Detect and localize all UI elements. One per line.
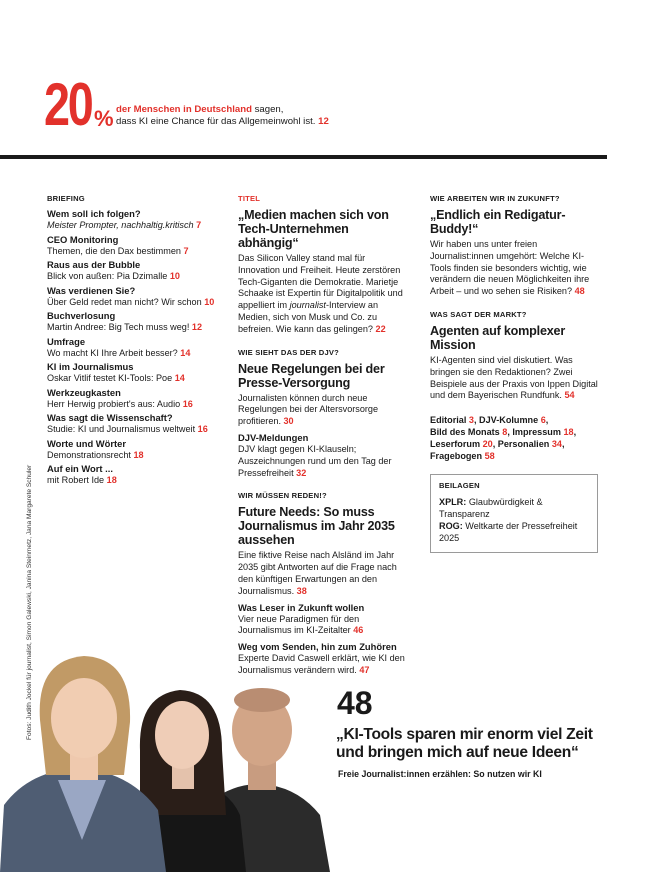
- rubrik-page[interactable]: 3: [468, 415, 474, 426]
- teaser-quote[interactable]: „KI-Tools sparen mir enorm viel Zeit und bringen mich auf neue Ideen“: [336, 726, 593, 761]
- briefing-item[interactable]: [47, 463, 217, 487]
- briefing-item-title: CEO Monitoring: [47, 233, 119, 245]
- briefing-item[interactable]: [47, 234, 217, 258]
- briefing-heading: BRIEFING: [47, 194, 85, 203]
- briefing-item-title: Auf ein Wort ...: [47, 463, 113, 474]
- briefing-column: [47, 194, 217, 489]
- briefing-item-page[interactable]: 10: [204, 296, 215, 307]
- markt-heading: WAS SAGT DER MARKT?: [430, 309, 527, 319]
- briefing-item-title: Buchverlosung: [47, 310, 116, 321]
- rubrik-page[interactable]: 6: [540, 415, 546, 426]
- markt-body: KI-Agenten sind viel diskutiert. Was bringen sie den Redaktionen? Zwei Beispiele aus der Praxis von Ippen Digital und dem Bayerischen Rundfunk. 54: [430, 354, 598, 401]
- rubrik-page[interactable]: 8: [502, 427, 508, 438]
- titel-page[interactable]: 22: [375, 323, 386, 334]
- briefing-item-title: Umfrage: [47, 335, 86, 347]
- briefing-item-sub-text: Themen, die den Dax bestimmen: [47, 245, 181, 256]
- briefing-item-page[interactable]: 12: [191, 322, 203, 332]
- briefing-item-sub-text: mit Robert Ide: [47, 475, 105, 485]
- beilage-item[interactable]: [439, 520, 589, 544]
- zukunft-heading: WIE ARBEITEN WIR IN ZUKUNFT?: [430, 194, 560, 203]
- rubrik-label[interactable]: Fragebogen: [430, 451, 483, 462]
- briefing-item[interactable]: [47, 208, 217, 232]
- rubrik-label[interactable]: Editorial: [430, 415, 467, 426]
- rubrik-page[interactable]: 18: [563, 427, 574, 438]
- briefing-item-title: Worte und Wörter: [47, 437, 126, 449]
- rubrik-label[interactable]: Impressum: [512, 427, 561, 438]
- zukunft-column: [430, 194, 600, 553]
- reden-item-title[interactable]: Weg vom Senden, hin zum Zuhören: [238, 641, 397, 653]
- zukunft-headline[interactable]: „Endlich ein Redigatur-Buddy!“: [430, 208, 566, 236]
- reden-body: Eine fiktive Reise nach Alsländ im Jahr 2035 gibt Antworten auf die Frage nach den künftigen Erwartungen an den Journalismus. 38: [238, 550, 397, 596]
- djv-heading: WIE SIEHT DAS DER DJV?: [238, 347, 340, 357]
- reden-item-body-text: Experte David Caswell erklärt, wie KI den Journalismus verändern wird.: [238, 653, 405, 675]
- djv-body: Journalisten können durch neue Regelungen bei der Altersvorsorge profitieren. 30: [238, 392, 379, 427]
- reden-item-body-text: Vier neue Paradigmen für den Journalismus im KI-Zeitalter: [238, 613, 360, 636]
- briefing-item-page[interactable]: 18: [106, 475, 117, 485]
- stat-percent: %: [94, 106, 114, 131]
- stat-figure: [44, 71, 114, 138]
- briefing-item-sub: [47, 348, 217, 360]
- briefing-item[interactable]: [47, 285, 217, 309]
- briefing-item[interactable]: [47, 387, 217, 411]
- reden-page[interactable]: 38: [296, 585, 307, 596]
- divider-rule: [0, 155, 607, 159]
- reden-headline[interactable]: Future Needs: So muss Journalismus im Jahr 2035 aussehen: [238, 505, 395, 548]
- beilage-item[interactable]: [439, 496, 589, 520]
- markt-headline[interactable]: Agenten auf komplexer Mission: [430, 323, 566, 352]
- briefing-item[interactable]: [47, 438, 217, 462]
- stat-highlight: der Menschen in Deutschland: [116, 104, 252, 115]
- teaser-subline: Freie Journalist:innen erzählen: So nutzen wir KI: [338, 769, 542, 779]
- rubrik-page[interactable]: 20: [482, 439, 493, 450]
- briefing-item[interactable]: [47, 310, 217, 334]
- briefing-item-sub-text: Martin Andree: Big Tech muss weg!: [47, 322, 190, 332]
- reden-item-title[interactable]: Was Leser in Zukunft wollen: [238, 601, 365, 613]
- briefing-item-title: Raus aus der Bubble: [47, 259, 141, 270]
- briefing-item-sub: [47, 220, 217, 232]
- briefing-item-page[interactable]: 18: [133, 449, 144, 460]
- briefing-item-page[interactable]: 7: [196, 220, 202, 230]
- rubriken-list: Editorial 3, DJV-Kolumne 6, Bild des Monats 8, Impressum 18, Leserforum 20, Personalien 34, Fragebogen 58: [430, 415, 577, 462]
- beilagen-box: [430, 474, 598, 553]
- briefing-item-sub: [47, 475, 217, 487]
- briefing-item-page[interactable]: 14: [180, 347, 191, 358]
- briefing-item-page[interactable]: 16: [182, 398, 193, 409]
- briefing-item-sub: [47, 297, 217, 309]
- beilagen-list: [439, 496, 589, 544]
- briefing-item-page[interactable]: 10: [169, 271, 180, 281]
- briefing-item-sub-text: Studie: KI und Journalismus weltweit: [47, 424, 196, 434]
- teaser-number[interactable]: 48: [337, 685, 373, 721]
- markt-page[interactable]: 54: [564, 390, 575, 401]
- titel-headline[interactable]: „Medien machen sich von Tech-Unternehmen abhängig“: [238, 208, 389, 250]
- djv-sub-body: DJV klagt gegen KI-Klauseln; Auszeichnungen rund um den Tag der Pressefreiheit 32: [238, 443, 392, 478]
- zukunft-body: Wir haben uns unter freien Journalist:innen umgehört: Welche KI-Tools finden sie besonders wichtig, wie verändern die neuen Möglichkeiten ihre Arbeit – und wo sehen sie Risiken? 48: [430, 239, 590, 297]
- briefing-item-sub-text: Blick von außen: Pia Dzimalle: [47, 271, 168, 281]
- briefing-item-sub-text: Herr Herwig probiert's aus: Audio: [47, 398, 181, 409]
- stat-page[interactable]: 12: [318, 116, 329, 127]
- briefing-item-title: Wem soll ich folgen?: [47, 208, 141, 219]
- rubrik-label[interactable]: Personalien: [497, 439, 550, 450]
- stat-text: der Menschen in Deutschland sagen, dass KI eine Chance für das Allgemeinwohl ist. 12: [116, 104, 329, 127]
- djv-page[interactable]: 30: [283, 416, 294, 427]
- briefing-item-title: Was verdienen Sie?: [47, 284, 136, 296]
- djv-sub-title[interactable]: DJV-Meldungen: [238, 431, 309, 443]
- briefing-item-sub-text: Über Geld redet man nicht? Wir schon: [47, 296, 202, 307]
- briefing-item-page[interactable]: 14: [174, 373, 185, 383]
- reden-heading: WIR MÜSSEN REDEN!?: [238, 491, 327, 501]
- briefing-item-sub-text: Oskar Vitlif testet KI-Tools: Poe: [47, 373, 173, 383]
- rubrik-page[interactable]: 58: [484, 451, 495, 462]
- rubrik-label[interactable]: Bild des Monats: [430, 427, 500, 438]
- briefing-item-title: KI im Journalismus: [47, 361, 134, 372]
- briefing-item-page[interactable]: 16: [197, 424, 208, 434]
- briefing-item-sub: [47, 399, 217, 411]
- djv-headline[interactable]: Neue Regelungen bei der Presse-Versorgung: [238, 361, 385, 390]
- briefing-item-sub: [47, 246, 217, 258]
- titel-body: Das Silicon Valley stand mal für Innovation und Freiheit. Heute zerstören Tech-Giganten die Demokratie. Marietje Schaake ist Expertin für Digitalpolitik und appelliert im journalist-Interview an Medien, sich von Musk und Co. zu befreien. Wie kann das gelingen? 22: [238, 253, 403, 334]
- beilagen-heading: BEILAGEN: [439, 481, 480, 491]
- briefing-item-title: Werkzeugkasten: [47, 386, 121, 398]
- beilage-text: Glaubwürdigkeit & Transparenz: [439, 497, 543, 520]
- beilage-text: Weltkarte der Pressefreiheit 2025: [439, 521, 578, 544]
- djv-sub-page[interactable]: 32: [296, 467, 307, 478]
- beilage-label: XPLR:: [439, 497, 467, 508]
- reden-item-page[interactable]: 46: [353, 625, 364, 636]
- rubrik-page[interactable]: 34: [551, 439, 562, 450]
- briefing-item-sub: [47, 373, 217, 385]
- briefing-item-sub: [47, 450, 217, 462]
- photo-credit: Fotos: Judith Jockel für journalist, Simon Galewski, Janina Steinmetz, Jana Margarete Schuler: [26, 464, 33, 740]
- beilage-label: ROG:: [439, 521, 463, 532]
- briefing-item[interactable]: [47, 336, 217, 360]
- briefing-item-sub: [47, 424, 217, 436]
- people-photo: [0, 600, 330, 872]
- briefing-item-sub: [47, 271, 217, 283]
- zukunft-page[interactable]: 48: [574, 286, 585, 297]
- reden-item-page[interactable]: 47: [359, 664, 370, 675]
- briefing-list: [47, 208, 217, 487]
- briefing-item-sub: [47, 322, 217, 334]
- briefing-item-sub-text: Meister Prompter, nachhaltig.kritisch: [47, 220, 194, 230]
- rubrik-label[interactable]: Leserforum: [430, 439, 481, 450]
- rubrik-label[interactable]: DJV-Kolumne: [479, 415, 539, 426]
- stat-number: 20: [44, 71, 92, 138]
- briefing-item[interactable]: [47, 412, 217, 436]
- briefing-item[interactable]: [47, 361, 217, 385]
- titel-heading: TITEL: [238, 194, 261, 203]
- briefing-item-title: Was sagt die Wissenschaft?: [47, 412, 173, 423]
- briefing-item-sub-text: Demonstrationsrecht: [47, 449, 131, 460]
- briefing-item-sub-text: Wo macht KI Ihre Arbeit besser?: [47, 347, 178, 358]
- briefing-item-page[interactable]: 7: [183, 245, 189, 256]
- briefing-item[interactable]: [47, 259, 217, 283]
